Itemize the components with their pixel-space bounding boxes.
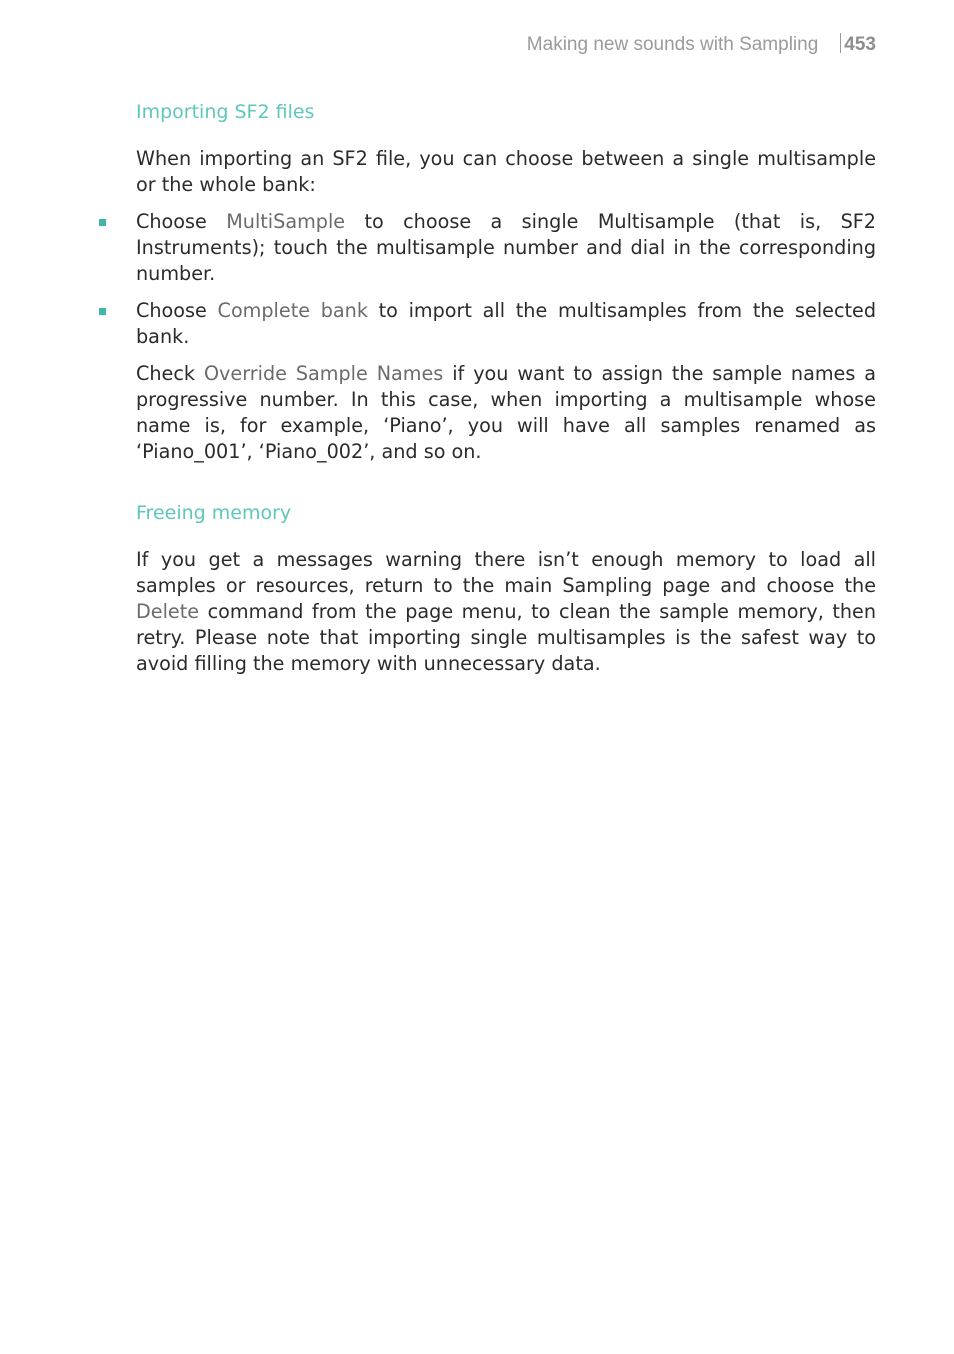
note-text: if you want to assign the sample names a progressive number. In this case, when importing a multisample whose name is, for example, ‘Piano’, you will have all samples renamed as ‘Piano_001’, ‘Piano_002’, and so on. [136, 362, 877, 463]
bullet-text: Choose [136, 299, 218, 322]
freeing-memory-paragraph [136, 547, 876, 677]
heading-importing-sf2: Importing SF2 files [136, 101, 315, 123]
bullet-square-icon [99, 308, 106, 315]
bullet-square-icon [99, 219, 106, 226]
body-text: command from the page menu, to clean the sample memory, then retry. Please note that importing single multisamples is the safest way to avoid filling the memory with unnecessary data. [136, 600, 876, 675]
header-divider [840, 33, 841, 53]
page-number: 453 [844, 34, 876, 55]
bullet-item-complete-bank [136, 298, 876, 350]
ui-term-multisample: MultiSample [226, 210, 346, 233]
heading-freeing-memory: Freeing memory [136, 502, 292, 524]
section-title: Making new sounds with Sampling [526, 34, 819, 55]
bullet-text: to import all the multisamples from the selected bank. [136, 299, 877, 348]
ui-term-complete-bank: Complete bank [217, 299, 368, 322]
running-header [527, 33, 876, 56]
intro-paragraph: When importing an SF2 file, you can choose between a single multisample or the whole bank: [136, 147, 876, 196]
note-text: Check [136, 362, 204, 385]
override-note-paragraph [136, 361, 876, 465]
body-text: If you get a messages warning there isn’t enough memory to load all samples or resources, return to the main Sampling page and choose the [136, 548, 876, 597]
ui-term-override-sample-names: Override Sample Names [203, 362, 444, 385]
page-content [136, 98, 876, 688]
bullet-text: to choose a single Multisample (that is, SF2 Instruments); touch the multisample number and dial in the corresponding number. [136, 210, 876, 285]
bullet-text: Choose [136, 210, 227, 233]
bullet-item-multisample [136, 209, 876, 287]
ui-term-delete: Delete [136, 600, 200, 623]
